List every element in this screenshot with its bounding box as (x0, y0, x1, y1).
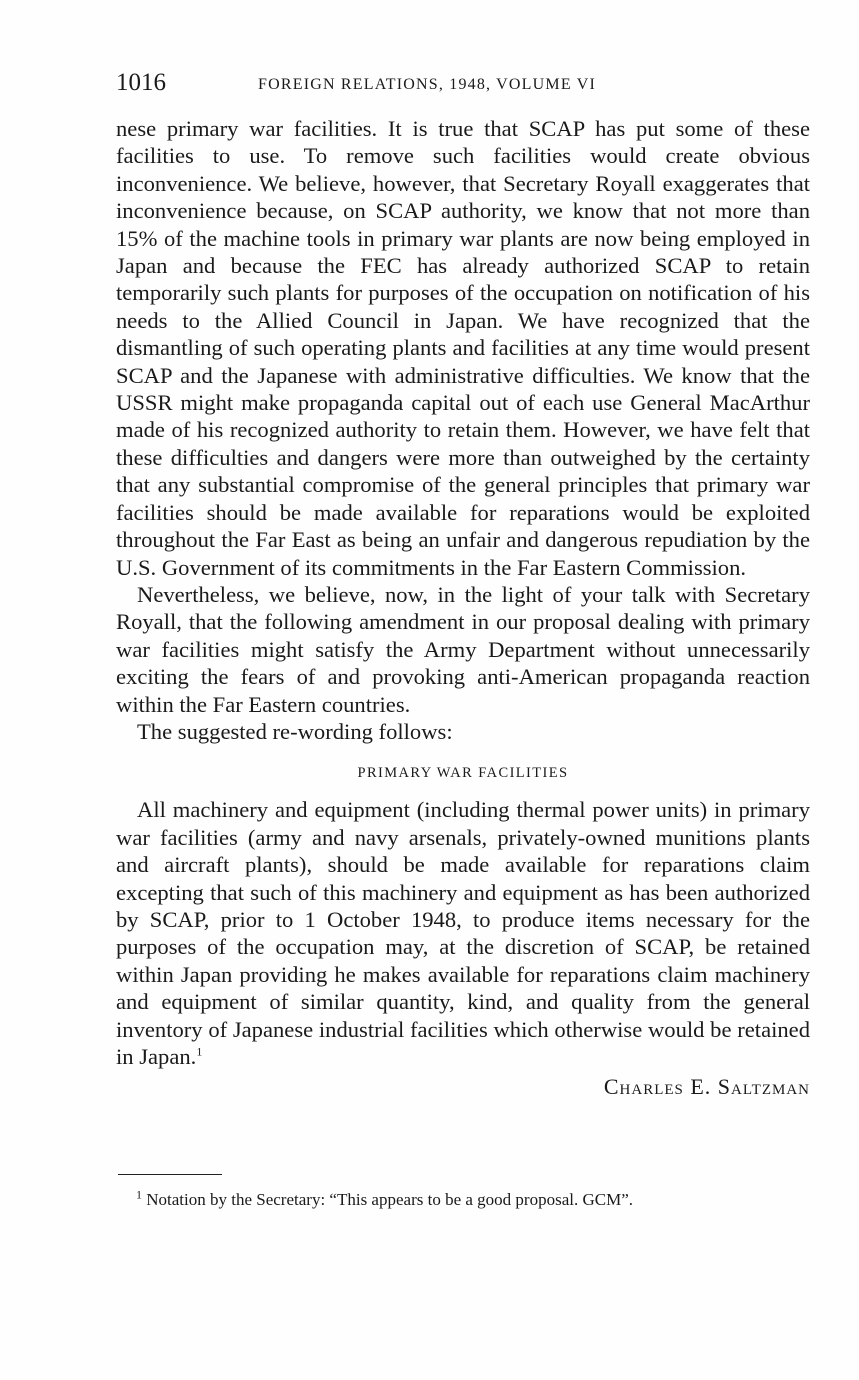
paragraph-nevertheless: Nevertheless, we believe, now, in the light of your talk with Secretary Royall, that the following amendment in our proposal dealing with primary war facilities might satisfy the Army Department without unnecessarily exciting the fears of and provoking anti-American propaganda reaction within the Far Eastern countries. (116, 581, 810, 717)
footnote-divider (118, 1174, 222, 1175)
proposal-paragraph (116, 796, 810, 1070)
body-text (116, 115, 810, 1102)
footnote-text: Notation by the Secretary: “This appears to be a good proposal. GCM”. (146, 1190, 633, 1209)
running-title: FOREIGN RELATIONS, 1948, VOLUME VI (258, 76, 596, 93)
proposal-text: All machinery and equipment (including thermal power units) in primary war facilities (army and navy arsenals, privately-owned munitions plants and aircraft plants), should be made available for reparations claim excepting that such of this machinery and equipment as has been authorized by SCAP, prior to 1 October 1948, to produce items necessary for the purposes of the occupation may, at the discretion of SCAP, be retained within Japan providing he makes available for reparations claim machinery and equipment of similar quantity, kind, and quality from the general inventory of Japanese industrial facilities which otherwise would be retained in Japan. (116, 797, 810, 1069)
signature: Charles E. Saltzman (603, 1074, 810, 1100)
footnote-reference[interactable]: 1 (196, 1044, 203, 1059)
page-number: 1016 (116, 69, 166, 96)
footnote (136, 1188, 810, 1212)
paragraph-continued: nese primary war facilities. It is true that SCAP has put some of these facilities to use. To remove such facilities would create obvious inconvenience. We believe, however, that Secretary Royall exaggerates that inconvenience because, on SCAP authority, we know that not more than 15% of the machine tools in primary war plants are now being employed in Japan and because the FEC has already authorized SCAP to retain temporarily such plants for purposes of the occupation on notification of his needs to the Allied Council in Japan. We have recognized that the dismantling of such operating plants and facilities at any time would present SCAP and the Japanese with administrative difficulties. We know that the USSR might make propaganda capital out of each use General MacArthur made of his recognized authority to retain them. However, we have felt that these difficulties and dangers were more than outweighed by the certainty that any substantial compromise of the general principles that primary war facilities should be made available for reparations would be exploited throughout the Far East as being an unfair and dangerous repudiation by the U.S. Government of its commitments in the Far Eastern Commission. (116, 116, 810, 580)
running-header (116, 66, 810, 100)
paragraph-rewording-intro: The suggested re-wording follows: (137, 718, 453, 744)
section-heading: PRIMARY WAR FACILITIES (357, 765, 569, 782)
footnote-marker: 1 (136, 1187, 142, 1202)
